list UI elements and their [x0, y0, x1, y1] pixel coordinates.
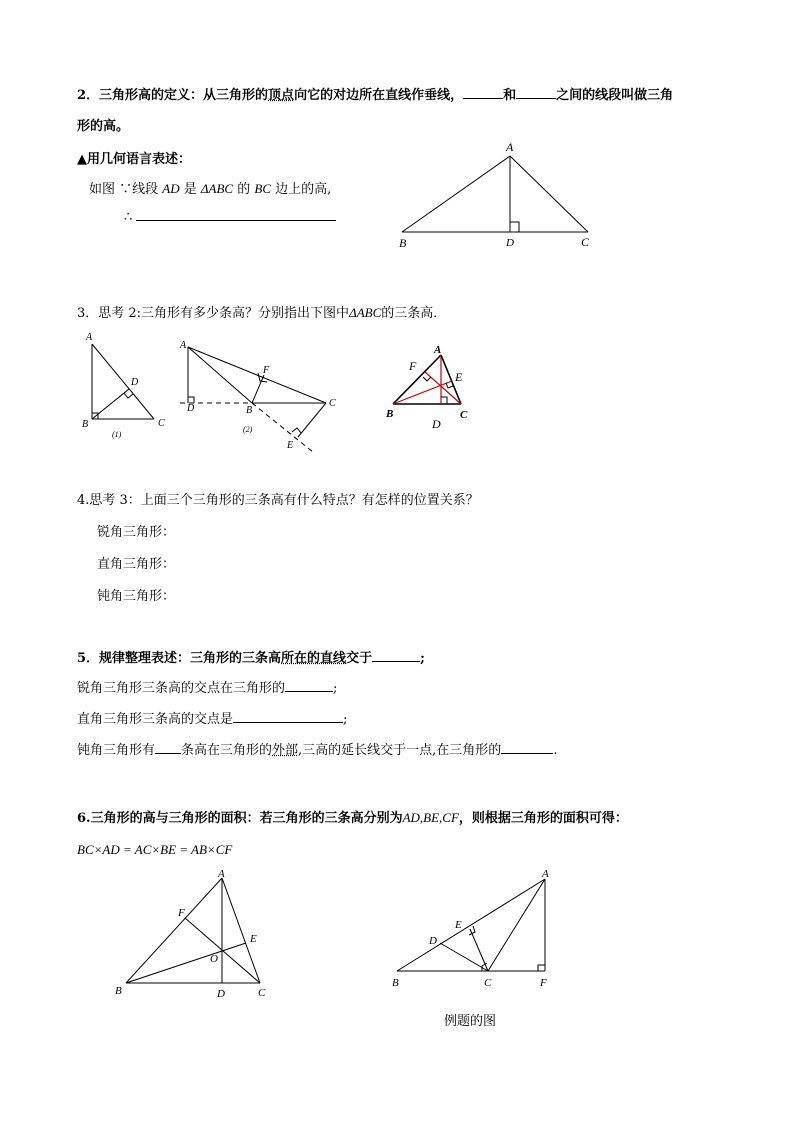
- q5-acute: [77, 677, 337, 696]
- stmt-a: 如图 ∵线段: [89, 182, 159, 197]
- q3f1-label-a: A: [86, 332, 93, 343]
- f6a-label-f: F: [178, 907, 185, 919]
- therefore-symbol: ∴: [124, 210, 133, 225]
- q5-obtuse-d: ,三高的延长线交于一点,在三角形的: [298, 743, 502, 758]
- q3f3-label-f: F: [409, 359, 417, 373]
- fig1-label-a: A: [506, 140, 514, 154]
- q6-text-end: ，则根据三角形的面积可得：: [458, 811, 628, 826]
- q2-blank-2[interactable]: [516, 86, 556, 99]
- q5-acute-text: 锐角三角形三条高的交点在三角形的: [77, 681, 286, 696]
- stmt-e: 的: [237, 182, 251, 197]
- q3f3-label-e: E: [455, 370, 463, 384]
- q2-geo-title: ▲用几何语言表述：: [77, 152, 191, 167]
- q5-text-end: ;: [420, 651, 425, 666]
- q3f2-label-b: B: [246, 405, 253, 416]
- f6a-label-o: O: [210, 953, 218, 965]
- q5-obtuse-a: 钝角三角形有: [77, 743, 156, 758]
- q3f2-label-d: D: [187, 403, 195, 414]
- q5-obtuse-blank-2[interactable]: [501, 741, 553, 754]
- stmt-bc: BC: [254, 181, 272, 196]
- q3f3-label-b: B: [386, 408, 394, 420]
- q4-obtuse: 钝角三角形：: [97, 589, 176, 604]
- q5-blank[interactable]: [372, 649, 420, 662]
- q2-statement: [89, 178, 331, 197]
- q2-text-c: 向它的对边所在直线作垂线，: [294, 88, 464, 103]
- q2-text-e: 之间的线段叫做三角: [556, 88, 674, 103]
- q5-right-end: ;: [343, 712, 348, 727]
- q5-text-b: 所在的直线: [281, 651, 347, 666]
- q4-acute: 锐角三角形：: [97, 525, 176, 540]
- q2-line2: 形的高。: [77, 119, 130, 134]
- q2-text-and: 和: [503, 88, 517, 103]
- f6b-label-a: A: [542, 868, 549, 880]
- stmt-c: 是: [183, 182, 197, 197]
- q5-acute-end: ;: [333, 681, 338, 696]
- q5-text: [77, 647, 425, 666]
- q3f1-caption: (1): [112, 430, 122, 439]
- q5-right: [77, 708, 347, 727]
- q3f3-label-d: D: [432, 417, 441, 431]
- f6a-label-d: D: [217, 988, 225, 1000]
- q6-text: [77, 807, 628, 826]
- q5-obtuse-end: .: [553, 743, 558, 758]
- q3f1-label-b: B: [82, 419, 89, 430]
- q5-acute-blank[interactable]: [285, 679, 333, 692]
- q3-text: [77, 302, 446, 321]
- f6b-label-f: F: [540, 977, 547, 989]
- q6-formula: BC×AD = AC×BE = AB×CF: [77, 842, 233, 857]
- q3-text-main: 3．思考 2:三角形有多少条高？分别指出下图中: [77, 306, 350, 321]
- q2-text-a: 2．三角形高的定义：从三角形的: [77, 88, 269, 103]
- q2-blank-1[interactable]: [463, 86, 503, 99]
- f6b-label-b: B: [392, 977, 399, 989]
- q5-obtuse-b: 条高在三角形的: [181, 743, 273, 758]
- f6a-label-e: E: [250, 933, 257, 945]
- fig1-label-c: C: [581, 235, 590, 249]
- f6b-label-c: C: [484, 977, 492, 989]
- fig1-label-b: B: [399, 236, 407, 250]
- q3f2-label-f: F: [263, 365, 270, 376]
- f6b-caption: 例题的图: [444, 1014, 497, 1029]
- q2-therefore: [124, 208, 336, 225]
- f6b-label-e: E: [455, 919, 462, 931]
- q5-obtuse: [77, 739, 557, 758]
- q3f1-label-c: C: [158, 418, 165, 429]
- q5-right-blank[interactable]: [233, 710, 343, 723]
- q5-obtuse-blank-1[interactable]: [155, 741, 181, 754]
- q5-text-c: 交于: [346, 651, 373, 666]
- q4-right: 直角三角形：: [97, 557, 176, 572]
- q2-line1: [77, 84, 673, 103]
- q5-text-a: 5．规律整理表述：三角形的三条高: [77, 651, 282, 666]
- q6-text-main: 6.三角形的高与三角形的面积：若三角形的三条高分别为: [77, 811, 403, 826]
- q6-heights: AD,BE,CF: [402, 810, 459, 825]
- q2-text-vertex: 顶点: [268, 88, 295, 103]
- q3f1-label-d: D: [131, 377, 139, 388]
- f6a-label-c: C: [258, 987, 266, 999]
- fig1-label-d: D: [506, 237, 514, 249]
- q3f2-caption: (2): [243, 425, 253, 434]
- q3f3-label-c: C: [460, 409, 468, 421]
- stmt-g: 边上的高,: [275, 182, 332, 197]
- q3f3-label-a: A: [434, 344, 442, 356]
- f6a-label-a: A: [218, 868, 225, 880]
- stmt-ad: AD: [162, 181, 180, 196]
- q3f2-label-a: A: [180, 340, 187, 351]
- q2-therefore-blank[interactable]: [136, 208, 336, 221]
- q5-right-text: 直角三角形三条高的交点是: [77, 712, 234, 727]
- q3-tri: ΔABC: [349, 305, 382, 320]
- stmt-abc: ΔABC: [200, 181, 234, 196]
- q4-text: 4.思考 3：上面三个三角形的三条高有什么特点？有怎样的位置关系？: [77, 493, 479, 508]
- f6b-label-d: D: [429, 935, 437, 947]
- q3f2-label-c: C: [329, 398, 336, 409]
- f6a-label-b: B: [115, 985, 122, 997]
- q3f2-label-e: E: [287, 440, 294, 451]
- q5-obtuse-c: 外部: [272, 743, 299, 758]
- q3-text-end: 的三条高．: [381, 306, 447, 321]
